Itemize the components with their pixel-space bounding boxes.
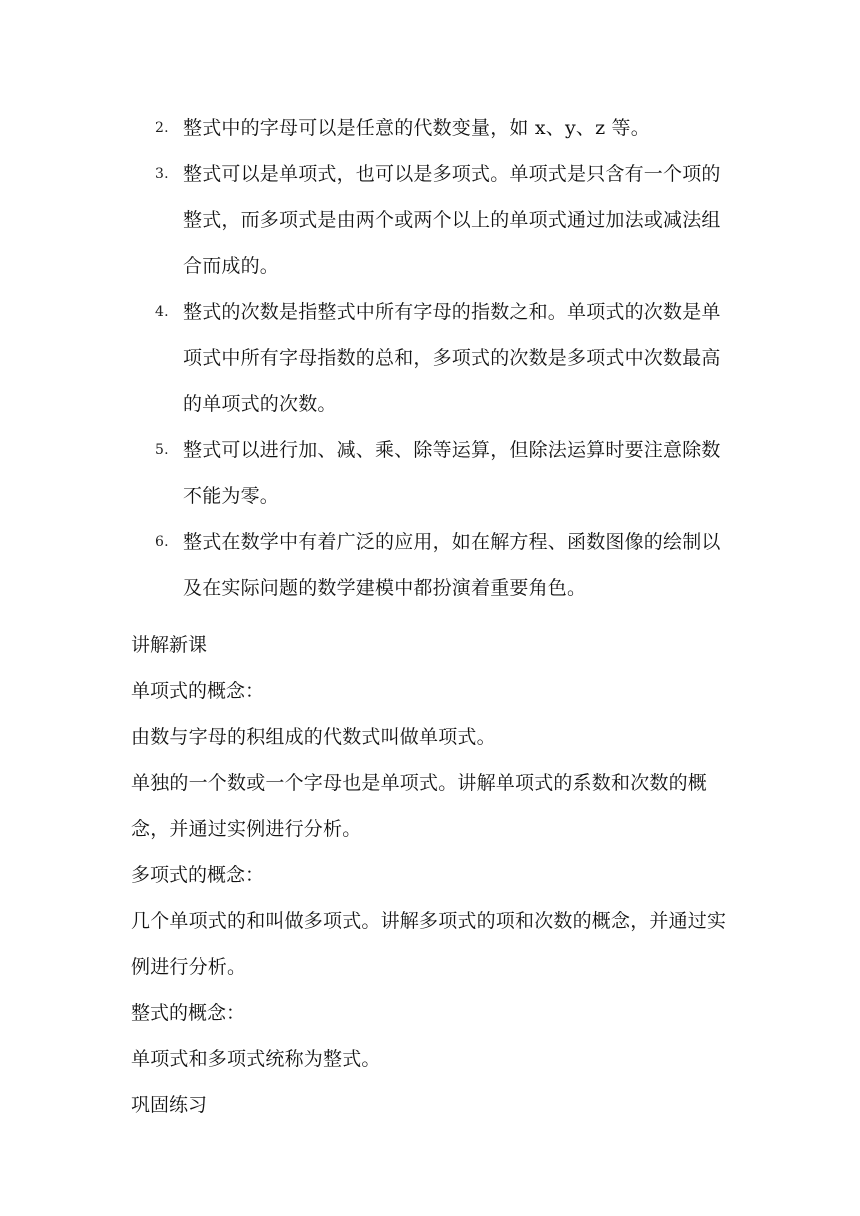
list-text: 整式的次数是指整式中所有字母的指数之和。单项式的次数是单项式中所有字母指数的总和，多项式的次数是多项式中次数最高的单项式的次数。 bbox=[183, 301, 721, 415]
list-text: 整式中的字母可以是任意的代数变量，如 x、y、z 等。 bbox=[183, 117, 650, 139]
list-text: 整式可以进行加、减、乘、除等运算，但除法运算时要注意除数不能为零。 bbox=[183, 439, 721, 507]
integral-heading: 整式的概念： bbox=[131, 1002, 246, 1024]
monomial-note: 单独的一个数或一个字母也是单项式。讲解单项式的系数和次数的概念，并通过实例进行分析。 bbox=[131, 772, 708, 840]
list-number: 4. bbox=[155, 304, 169, 320]
polynomial-heading: 多项式的概念： bbox=[131, 864, 265, 886]
list-item bbox=[155, 151, 731, 289]
list-item bbox=[155, 289, 731, 427]
list-text: 整式可以是单项式，也可以是多项式。单项式是只含有一个项的整式，而多项式是由两个或两个以上的单项式通过加法或减法组合而成的。 bbox=[183, 163, 721, 277]
polynomial-definition: 几个单项式的和叫做多项式。讲解多项式的项和次数的概念，并通过实例进行分析。 bbox=[131, 910, 727, 978]
list-item bbox=[155, 105, 731, 151]
monomial-heading: 单项式的概念： bbox=[131, 680, 265, 702]
list-item bbox=[155, 519, 731, 611]
section-title: 讲解新课 bbox=[131, 634, 208, 656]
monomial-definition: 由数与字母的积组成的代数式叫做单项式。 bbox=[131, 726, 496, 748]
list-item bbox=[155, 427, 731, 519]
list-number: 5. bbox=[155, 442, 169, 458]
integral-definition: 单项式和多项式统称为整式。 bbox=[131, 1048, 381, 1070]
list-number: 6. bbox=[155, 534, 169, 550]
list-text: 整式在数学中有着广泛的应用，如在解方程、函数图像的绘制以及在实际问题的数学建模中都扮演着重要角色。 bbox=[183, 531, 721, 599]
list-number: 2. bbox=[155, 120, 169, 136]
list-number: 3. bbox=[155, 166, 169, 182]
practice-title: 巩固练习 bbox=[131, 1094, 208, 1116]
